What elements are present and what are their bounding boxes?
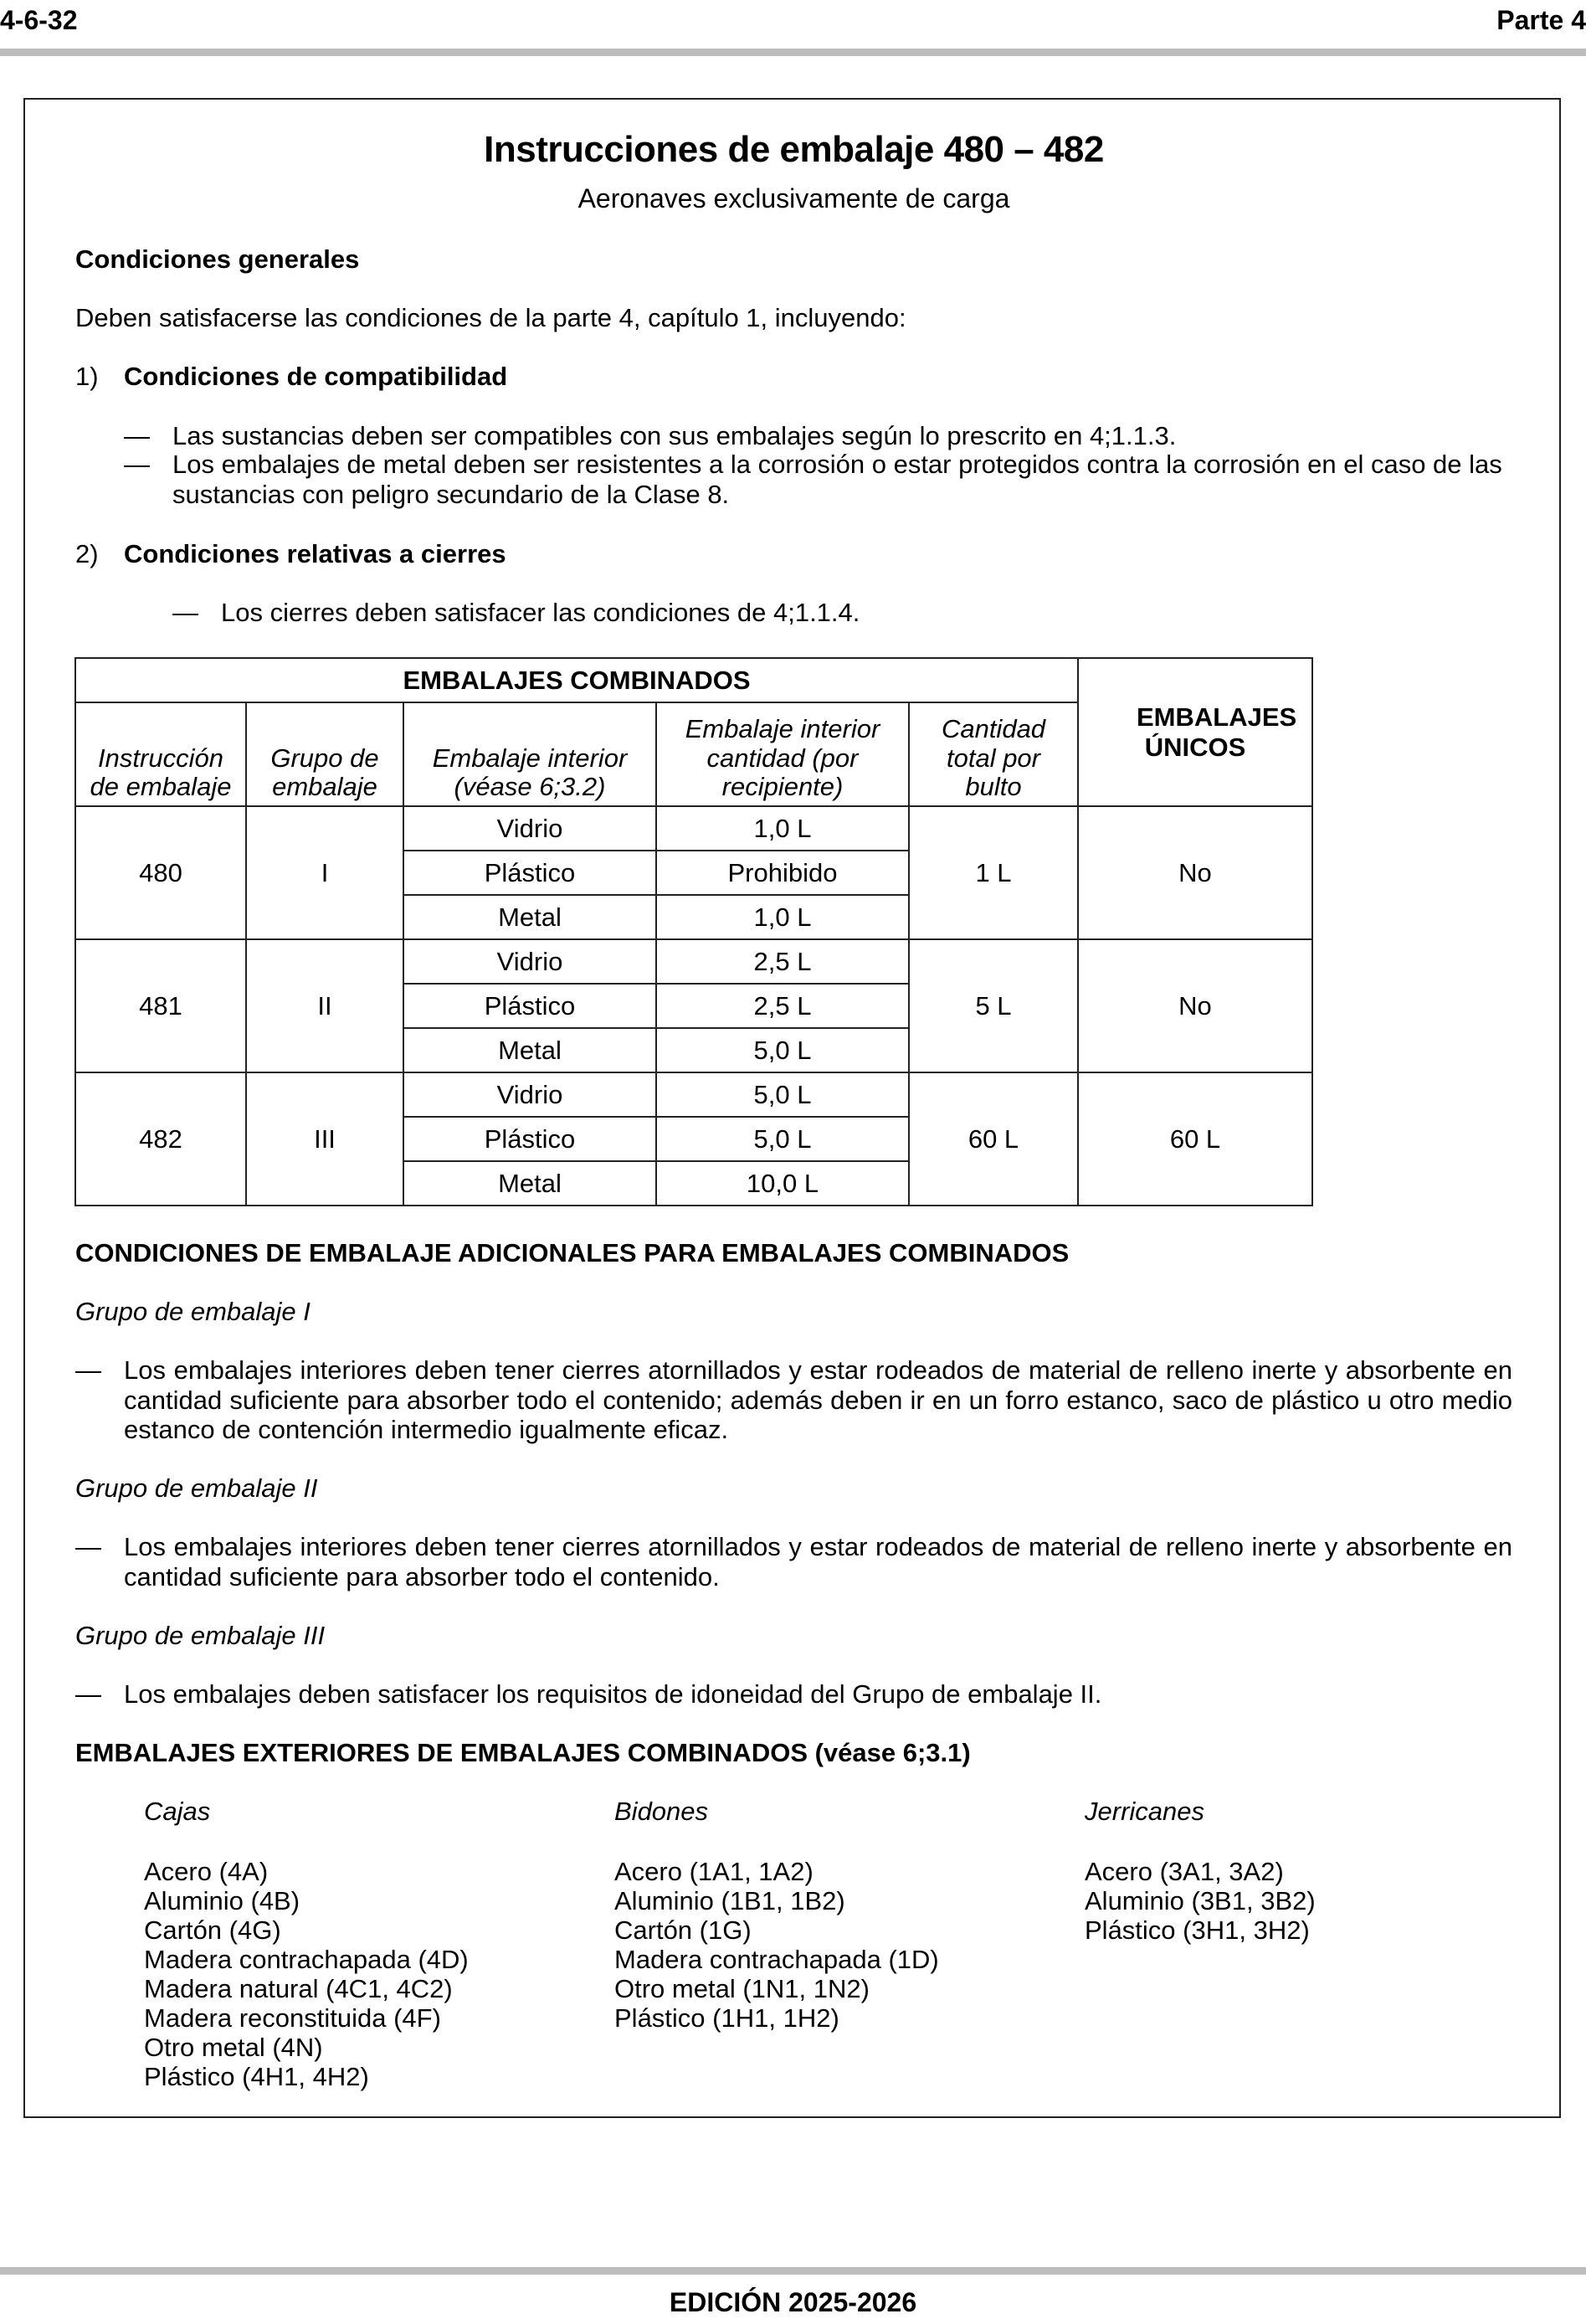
- page-subtitle: Aeronaves exclusivamente de carga: [577, 183, 1010, 213]
- cell-inner-qty: Prohibido: [656, 851, 909, 895]
- dash-bullet: —: [75, 1355, 101, 1385]
- packing-table: [74, 657, 1313, 1206]
- section-number: 2): [75, 539, 99, 568]
- list-item: Madera natural (4C1, 4C2): [144, 1973, 453, 2003]
- cell-inner-qty: 2,5 L: [656, 984, 909, 1028]
- list-item: Aluminio (1B1, 1B2): [614, 1885, 845, 1915]
- cell-instruction: 480: [75, 806, 246, 939]
- list-item-text: Los embalajes de metal deben ser resistentes a la corrosión o estar protegidos contra la corrosión en el caso de las sustancias con peligro secundario de la Clase 8.: [172, 450, 1502, 509]
- cell-inner-material: Vidrio: [403, 939, 656, 984]
- cell-inner-material: Plástico: [403, 984, 656, 1028]
- col-header-inner: [403, 702, 656, 806]
- list-item-text: Los embalajes deben satisfacer los requisitos de idoneidad del Grupo de embalaje II.: [124, 1679, 1102, 1709]
- cell-group: III: [246, 1072, 403, 1206]
- outer-column: [144, 1797, 614, 2091]
- single-header: [1078, 658, 1312, 806]
- outer-column: [614, 1797, 1085, 2091]
- dash-bullet: —: [75, 1679, 101, 1709]
- list-item-text: Los embalajes interiores deben tener cierres atornillados y estar rodeados de material de relleno inerte y absorbente en cantidad suficiente para absorber todo el contenido.: [124, 1532, 1512, 1591]
- cell-inner-material: Plástico: [403, 1117, 656, 1161]
- outer-heading: EMBALAJES EXTERIORES DE EMBALAJES COMBINADOS (véase 6;3.1): [75, 1738, 971, 1767]
- table-row: [75, 806, 1312, 851]
- list-item: Plástico (3H1, 3H2): [1085, 1915, 1310, 1945]
- cell-total-qty: 5 L: [909, 939, 1078, 1072]
- cell-instruction: 482: [75, 1072, 246, 1206]
- list-item: [75, 1355, 1512, 1445]
- cell-total-qty: 60 L: [909, 1072, 1078, 1206]
- cell-inner-material: Metal: [403, 895, 656, 939]
- cell-inner-qty: 10,0 L: [656, 1161, 909, 1206]
- list-item-text: Los cierres deben satisfacer las condiciones de 4;1.1.4.: [221, 598, 860, 627]
- cell-inner-material: Vidrio: [403, 1072, 656, 1117]
- edition-footer: EDICIÓN 2025-2026: [669, 2287, 917, 2317]
- cell-single: No: [1078, 939, 1312, 1072]
- list-item: Aluminio (3B1, 3B2): [1085, 1885, 1316, 1915]
- section-number: 1): [75, 362, 99, 391]
- col-header-text: Embalaje interior cantidad (por recipiente): [685, 713, 880, 802]
- cell-inner-qty: 5,0 L: [656, 1028, 909, 1072]
- cell-group: II: [246, 939, 403, 1072]
- section-compatibility: [75, 362, 1512, 392]
- cell-instruction: 481: [75, 939, 246, 1072]
- list-item: Plástico (1H1, 1H2): [614, 2003, 839, 2033]
- list-item: Madera contrachapada (1D): [614, 1944, 939, 1974]
- list-item: Acero (4A): [144, 1856, 269, 1886]
- list-item: Madera contrachapada (4D): [144, 1944, 469, 1974]
- general-intro: Deben satisfacerse las condiciones de la parte 4, capítulo 1, incluyendo:: [75, 303, 906, 332]
- outer-packaging-columns: [144, 1797, 1555, 2091]
- group-label-i: Grupo de embalaje I: [75, 1297, 311, 1326]
- cell-inner-material: Plástico: [403, 851, 656, 895]
- col-header-text: Cantidad total por bulto: [941, 713, 1046, 802]
- list-item: Madera reconstituida (4F): [144, 2003, 441, 2033]
- cell-inner-material: Vidrio: [403, 806, 656, 851]
- list-item: Cartón (1G): [614, 1915, 752, 1945]
- col-header-group: [246, 702, 403, 806]
- cell-inner-qty: 1,0 L: [656, 806, 909, 851]
- list-item: [172, 598, 1512, 628]
- col-header-text: Grupo de embalaje: [270, 743, 379, 802]
- col-header-text: Instrucción de embalaje: [90, 743, 232, 802]
- group-label-ii: Grupo de embalaje II: [75, 1473, 318, 1503]
- cell-inner-material: Metal: [403, 1161, 656, 1206]
- dash-bullet: —: [124, 450, 150, 479]
- col-header-instruction: [75, 702, 246, 806]
- part-label: Parte 4: [1496, 5, 1586, 35]
- section-heading: Condiciones relativas a cierres: [124, 539, 506, 568]
- table-row: [75, 939, 1312, 984]
- header-rule: [0, 49, 1586, 56]
- section-heading: Condiciones de compatibilidad: [124, 362, 508, 391]
- list-item: Aluminio (4B): [144, 1885, 300, 1915]
- cell-inner-qty: 5,0 L: [656, 1117, 909, 1161]
- additional-heading: CONDICIONES DE EMBALAJE ADICIONALES PARA EMBALAJES COMBINADOS: [75, 1238, 1070, 1267]
- list-item: Otro metal (4N): [144, 2032, 323, 2062]
- col-header-inner-qty: [656, 702, 909, 806]
- column-title: Jerricanes: [1085, 1797, 1204, 1826]
- cell-inner-qty: 2,5 L: [656, 939, 909, 984]
- col-header-text: Embalaje interior (véase 6;3.2): [432, 743, 628, 802]
- footer-rule: [0, 2267, 1586, 2275]
- table-row: [75, 1072, 1312, 1117]
- list-item-text: Los embalajes interiores deben tener cierres atornillados y estar rodeados de material de relleno inerte y absorbente en cantidad suficiente para absorber todo el contenido; además deben ir en un forro estanco, saco de plástico u otro medio estanco de contención intermedio igualmente eficaz.: [124, 1355, 1512, 1445]
- cell-inner-qty: 1,0 L: [656, 895, 909, 939]
- cell-single: 60 L: [1078, 1072, 1312, 1206]
- outer-column: [1085, 1797, 1555, 2091]
- dash-bullet: —: [172, 598, 198, 627]
- section-closures: [75, 539, 1512, 569]
- general-heading: Condiciones generales: [75, 244, 360, 274]
- list-item: Otro metal (1N1, 1N2): [614, 1973, 870, 2003]
- dash-bullet: —: [75, 1532, 101, 1561]
- list-item-text: Las sustancias deben ser compatibles con sus embalajes según lo prescrito en 4;1.1.3.: [172, 421, 1177, 450]
- list-item: Cartón (4G): [144, 1915, 281, 1945]
- list-item: Acero (1A1, 1A2): [614, 1856, 814, 1886]
- cell-single: No: [1078, 806, 1312, 939]
- group-label-iii: Grupo de embalaje III: [75, 1621, 326, 1650]
- combined-header: EMBALAJES COMBINADOS: [75, 658, 1078, 702]
- cell-group: I: [246, 806, 403, 939]
- page-title: Instrucciones de embalaje 480 – 482: [484, 129, 1104, 170]
- page-number: 4-6-32: [0, 5, 78, 35]
- list-item: [75, 1679, 1512, 1710]
- list-item: [75, 1532, 1512, 1591]
- list-item: Plástico (4H1, 4H2): [144, 2061, 369, 2091]
- column-title: Bidones: [614, 1797, 709, 1826]
- list-item: Acero (3A1, 3A2): [1085, 1856, 1284, 1886]
- single-header-text: EMBALAJES ÚNICOS: [1137, 702, 1297, 762]
- col-header-total-qty: [909, 702, 1078, 806]
- list-item: [124, 421, 1513, 451]
- list-item: [124, 450, 1513, 509]
- column-title: Cajas: [144, 1797, 211, 1826]
- dash-bullet: —: [124, 421, 150, 450]
- cell-inner-qty: 5,0 L: [656, 1072, 909, 1117]
- cell-inner-material: Metal: [403, 1028, 656, 1072]
- cell-total-qty: 1 L: [909, 806, 1078, 939]
